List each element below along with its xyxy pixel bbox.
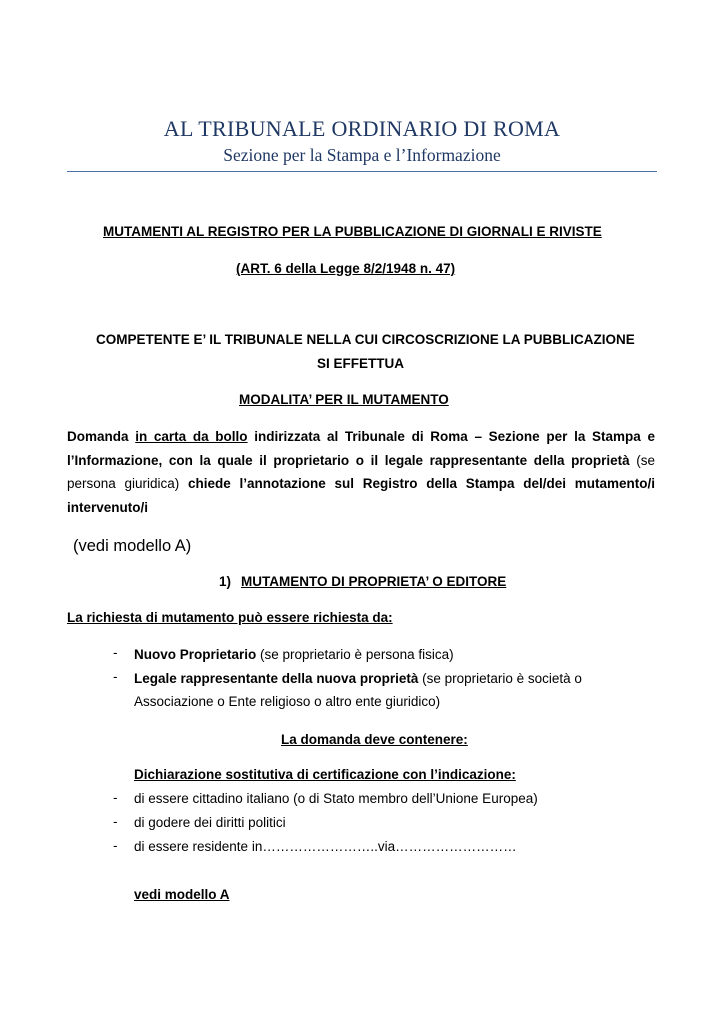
request-part-5: chiede l’annotazione sul Registro della Stampa del/dei mutamento/i intervenuto/i — [67, 476, 655, 515]
declaration-dash-3: - — [113, 838, 118, 853]
competence-line-2: SI EFFETTUA — [317, 356, 404, 371]
court-title: AL TRIBUNALE ORDINARIO DI ROMA — [163, 116, 561, 141]
request-part-4: (se persona giuridica) — [67, 452, 655, 491]
requester-1-bold: Nuovo Proprietario — [134, 647, 257, 662]
request-paragraph — [67, 425, 655, 519]
main-heading: MUTAMENTI AL REGISTRO PER LA PUBBLICAZIONE DI GIORNALI E RIVISTE — [103, 224, 602, 239]
declaration-item-2: di godere dei diritti politici — [134, 815, 286, 830]
declaration-heading: Dichiarazione sostitutiva di certificazione con l’indicazione: — [134, 767, 516, 782]
request-part-3: indirizzata al Tribunale di Roma – Sezione per la Stampa e l’Informazione, con la quale il proprietario o il legale rappresentante della proprietà — [67, 429, 655, 468]
declaration-dash-1: - — [113, 790, 118, 805]
request-by-heading: La richiesta di mutamento può essere richiesta da: — [67, 610, 393, 625]
requester-2-note: (se proprietario è società o Associazione o Ente religioso o altro ente giuridico) — [134, 671, 582, 709]
competence-line-1: COMPETENTE E’ IL TRIBUNALE NELLA CUI CIRCOSCRIZIONE LA PUBBLICAZIONE — [96, 332, 635, 347]
requester-dash-1: - — [113, 645, 118, 660]
declaration-item-3: di essere residente in……………………..via……………………… — [134, 839, 517, 854]
court-section-subtitle: Sezione per la Stampa e l’Informazione — [223, 145, 501, 165]
requester-1-note: (se proprietario è persona fisica) — [256, 647, 454, 662]
requester-item-1 — [134, 643, 654, 666]
declaration-dash-2: - — [113, 814, 118, 829]
see-model-a-link: (vedi modello A) — [73, 537, 192, 555]
header-divider — [67, 171, 657, 172]
declaration-item-1: di essere cittadino italiano (o di Stato membro dell’Unione Europea) — [134, 791, 538, 806]
section-1-number: 1) — [219, 574, 232, 589]
section-1-title: MUTAMENTO DI PROPRIETA’ O EDITORE — [241, 574, 507, 589]
see-model-a-footer: vedi modello A — [134, 887, 230, 902]
requester-dash-2: - — [113, 669, 118, 684]
law-reference: (ART. 6 della Legge 8/2/1948 n. 47) — [236, 261, 456, 276]
request-part-1: Domanda — [67, 429, 136, 444]
request-stamp-paper: in carta da bollo — [135, 429, 248, 444]
must-contain-heading: La domanda deve contenere: — [281, 732, 468, 747]
requester-2-bold: Legale rappresentante della nuova proprietà — [134, 671, 419, 686]
requester-item-2 — [134, 667, 654, 713]
modality-heading: MODALITA’ PER IL MUTAMENTO — [239, 392, 449, 407]
